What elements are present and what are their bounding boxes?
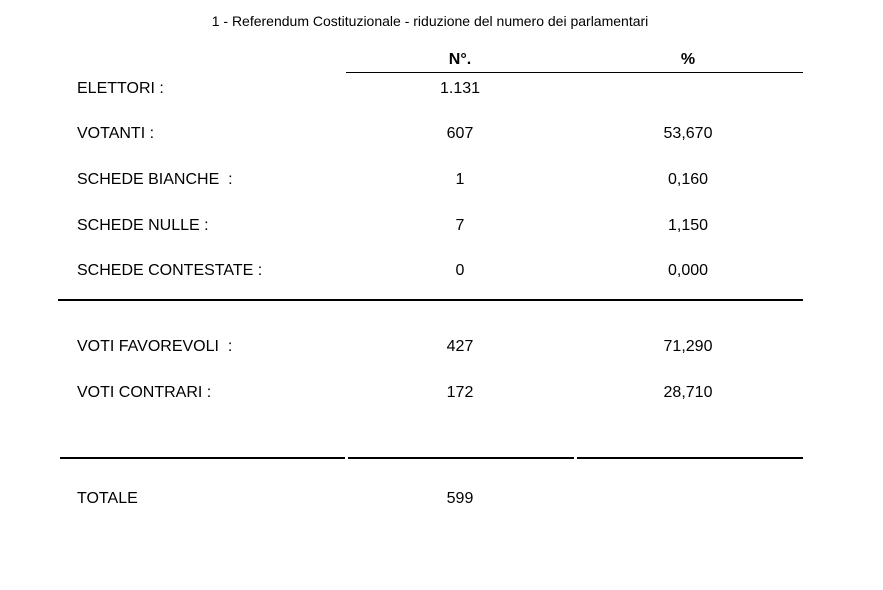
- header-underline: [346, 72, 803, 73]
- row-count-schede-nulle: 7: [455, 217, 465, 234]
- row-count-schede-contestate: 0: [455, 262, 465, 279]
- total-label: TOTALE: [77, 490, 138, 507]
- total-count: 599: [446, 490, 474, 507]
- row-label-schede-contestate: SCHEDE CONTESTATE :: [77, 262, 263, 279]
- row-label-schede-nulle: SCHEDE NULLE :: [77, 217, 209, 234]
- row-label-votanti: VOTANTI :: [77, 125, 155, 142]
- total-divider-right: [577, 457, 803, 459]
- row-percent-voti-contrari: 28,710: [663, 384, 713, 401]
- row-count-voti-favorevoli: 427: [446, 338, 474, 355]
- row-percent-schede-contestate: 0,000: [667, 262, 709, 279]
- row-percent-schede-bianche: 0,160: [667, 171, 709, 188]
- row-label-elettori: ELETTORI :: [77, 80, 164, 97]
- row-percent-voti-favorevoli: 71,290: [663, 338, 713, 355]
- header-percent: %: [680, 51, 696, 68]
- page-title: 1 - Referendum Costituzionale - riduzione del numero dei parlamentari: [211, 13, 649, 29]
- row-label-voti-favorevoli: VOTI FAVOREVOLI :: [77, 338, 233, 355]
- header-count: N°.: [448, 51, 472, 68]
- row-count-voti-contrari: 172: [446, 384, 474, 401]
- total-divider-left: [60, 457, 345, 459]
- row-count-elettori: 1.131: [439, 80, 481, 97]
- row-count-schede-bianche: 1: [455, 171, 465, 188]
- row-percent-schede-nulle: 1,150: [667, 217, 709, 234]
- total-divider-middle: [348, 457, 574, 459]
- row-label-schede-bianche: SCHEDE BIANCHE :: [77, 171, 233, 188]
- section-divider: [58, 299, 803, 301]
- row-count-votanti: 607: [446, 125, 474, 142]
- row-label-voti-contrari: VOTI CONTRARI :: [77, 384, 212, 401]
- row-percent-votanti: 53,670: [663, 125, 713, 142]
